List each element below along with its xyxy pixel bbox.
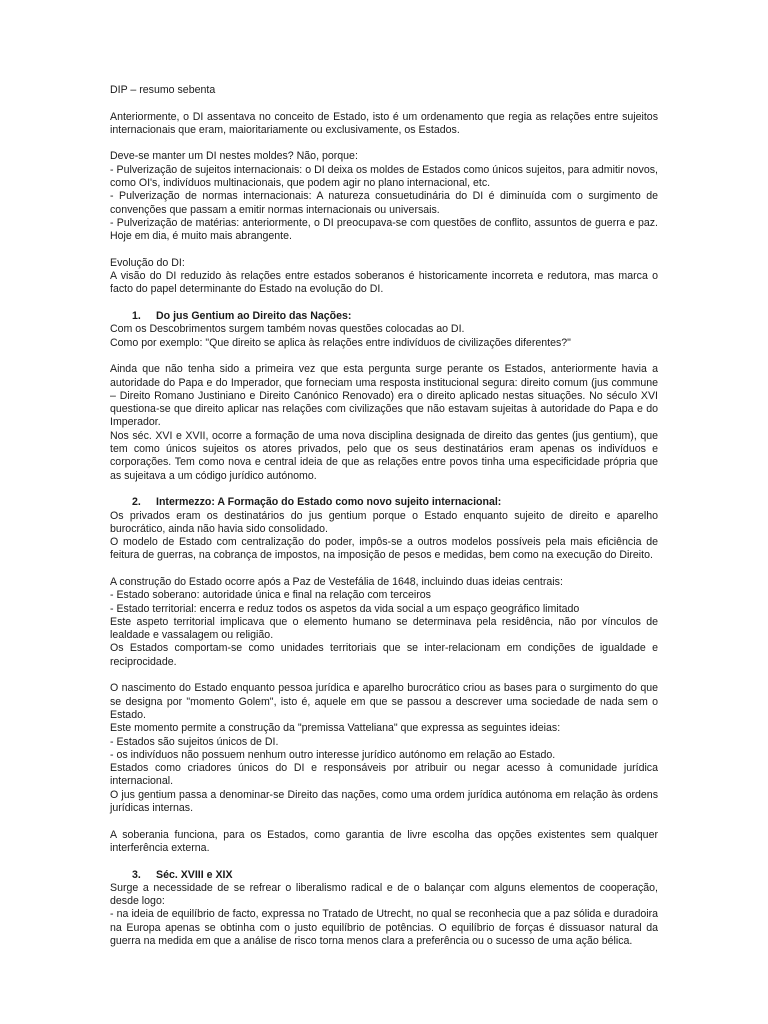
document-title: DIP – resumo sebenta bbox=[110, 84, 216, 96]
section-2-heading bbox=[110, 496, 658, 509]
paragraph: O jus gentium passa a denominar-se Direito das nações, como uma ordem jurídica autónoma em relação às ordens jurídicas internas. bbox=[110, 788, 658, 815]
paragraph: O nascimento do Estado enquanto pessoa jurídica e aparelho burocrático criou as bases para o surgimento do que se designa por "momento Golem", isto é, aquele em que se passou a descrever uma sociedade de nada sem o Estado. bbox=[110, 682, 658, 721]
section-number: 2. bbox=[132, 496, 141, 509]
list-item: - Estado territorial: encerra e reduz todos os aspetos da vida social a um espaço geográfico limitado bbox=[110, 602, 580, 615]
evolution-label: Evolução do DI: bbox=[110, 256, 185, 269]
question-item: - Pulverização de sujeitos internacionais: o DI deixa os moldes de Estados como únicos sujeitos, para admitir novos, como OI's, indivíduos multinacionais, que podem agir no plano internacional, etc. bbox=[110, 163, 658, 190]
paragraph: Este aspeto territorial implicava que o elemento humano se determinava pela residência, não por vínculos de lealdade e vassalagem ou religião. bbox=[110, 615, 658, 642]
paragraph: Este momento permite a construção da "premissa Vatteliana" que expressa as seguintes ideias: bbox=[110, 722, 561, 735]
list-item: - Estados são sujeitos únicos de DI. bbox=[110, 735, 279, 748]
section-number: 3. bbox=[132, 868, 141, 881]
paragraph: A soberania funciona, para os Estados, como garantia de livre escolha das opções existentes sem qualquer interferência externa. bbox=[110, 828, 658, 854]
paragraph: O modelo de Estado com centralização do poder, impôs-se a outros modelos possíveis pela mais eficiência de feitura de guerras, na cobrança de impostos, na imposição de pesos e medidas, bem como na execução do Direito. bbox=[110, 536, 658, 562]
list-item: - os indivíduos não possuem nenhum outro interesse jurídico autónomo em relação ao Estado. bbox=[110, 748, 556, 761]
question-lead: Deve-se manter um DI nestes moldes? Não, porque: bbox=[110, 150, 358, 163]
question-item: - Pulverização de matérias: anteriormente, o DI preocupava-se com questões de conflito, assuntos de guerra e paz. Hoje em dia, é muito mais abrangente. bbox=[110, 216, 658, 243]
paragraph: Ainda que não tenha sido a primeira vez que esta pergunta surge perante os Estados, anteriormente havia a autoridade do Papa e do Imperador, que forneciam uma resposta institucional segura: direito comum (jus commune – Direito Romano Justiniano e Direito Canónico Renovado) era o direito aplicado nestas situações. No século XVI questiona-se que direito aplicar nas relações com civilizações que não estavam sujeitas à autoridade do Papa e do Imperador. bbox=[110, 363, 658, 429]
paragraph-line: Com os Descobrimentos surgem também novas questões colocadas ao DI. bbox=[110, 323, 465, 336]
section-number: 1. bbox=[132, 310, 141, 323]
paragraph: Surge a necessidade de se refrear o liberalismo radical e de o balançar com alguns elementos de cooperação, desde logo: bbox=[110, 881, 658, 908]
paragraph: Estados como criadores únicos do DI e responsáveis por atribuir ou negar acesso à comunidade jurídica internacional. bbox=[110, 762, 658, 788]
paragraph: Os Estados comportam-se como unidades territoriais que se inter-relacionam em condições de igualdade e reciprocidade. bbox=[110, 642, 658, 668]
section-1-heading bbox=[110, 310, 658, 323]
paragraph: - na ideia de equilíbrio de facto, expressa no Tratado de Utrecht, no qual se reconhecia que a paz sólida e duradoira na Europa apenas se obtinha com o justo equilíbrio de potências. O equilíbrio de forças é dissuasor natural da guerra na medida em que a análise de risco torna menos clara a preferência ou o sucesso de uma ação bélica. bbox=[110, 908, 658, 947]
evolution-paragraph: A visão do DI reduzido às relações entre estados soberanos é historicamente incorreta e redutora, mas marca o facto do papel determinante do Estado na evolução do DI. bbox=[110, 270, 658, 296]
paragraph: Nos séc. XVI e XVII, ocorre a formação de uma nova disciplina designada de direito das gentes (jus gentium), que tem como únicos sujeitos os atores privados, pelo que os seus destinatários eram apenas os indivíduos e corporações. Tem como nova e central ideia de que as relações entre povos tinha uma especificidade própria que as sujeitava a um código jurídico autónomo. bbox=[110, 429, 658, 482]
paragraph-line: Como por exemplo: "Que direito se aplica às relações entre indivíduos de civilizações diferentes?" bbox=[110, 336, 571, 349]
section-title: Intermezzo: A Formação do Estado como novo sujeito internacional: bbox=[156, 496, 502, 509]
question-item: - Pulverização de normas internacionais: A natureza consuetudinária do DI é diminuída com o surgimento de convenções que passam a emitir normas internacionais ou universais. bbox=[110, 190, 658, 216]
intro-paragraph: Anteriormente, o DI assentava no conceito de Estado, isto é um ordenamento que regia as relações entre sujeitos internacionais que eram, maioritariamente ou exclusivamente, os Estados. bbox=[110, 110, 658, 136]
paragraph: Os privados eram os destinatários do jus gentium porque o Estado enquanto sujeito de direito e aparelho burocrático, ainda não havia sido consolidado. bbox=[110, 509, 658, 535]
section-title: Séc. XVIII e XIX bbox=[156, 868, 233, 881]
section-3-heading bbox=[110, 869, 658, 882]
section-title: Do jus Gentium ao Direito das Nações: bbox=[156, 310, 352, 323]
list-item: - Estado soberano: autoridade única e final na relação com terceiros bbox=[110, 589, 431, 602]
paragraph: A construção do Estado ocorre após a Paz de Vestefália de 1648, incluindo duas ideias centrais: bbox=[110, 575, 563, 588]
